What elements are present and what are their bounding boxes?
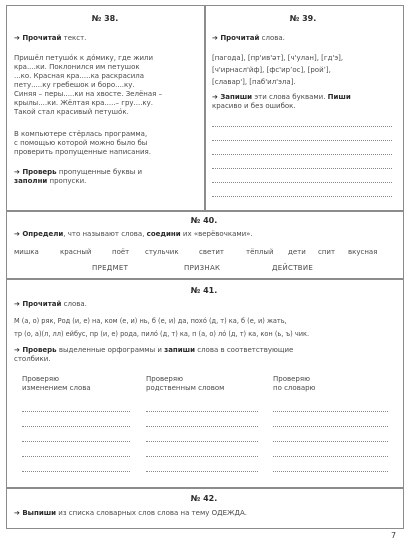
answer-line[interactable]: [273, 456, 388, 457]
answer-line[interactable]: [212, 140, 392, 141]
word-item[interactable]: дети: [288, 248, 306, 256]
task-text: текст.: [61, 34, 87, 42]
answer-line[interactable]: [146, 441, 258, 442]
task-text: слова.: [61, 300, 87, 308]
word-item[interactable]: спит: [318, 248, 336, 256]
answer-line[interactable]: [146, 411, 258, 412]
word-item[interactable]: светит: [199, 248, 224, 256]
task-text: из списка словарных слов слова на тему ОДЕЖДА.: [56, 509, 248, 517]
exercise-42-task: [14, 509, 247, 518]
exercise-39-task-write: [212, 93, 351, 102]
column-header-line: Проверяю: [273, 375, 310, 383]
arrow-icon: ➔: [14, 346, 23, 354]
answer-line[interactable]: [212, 126, 392, 127]
task-text: эти слова буквами.: [252, 93, 328, 101]
task-text: выделенные орфограммы и: [56, 346, 165, 354]
exercise-38-task-read: [14, 34, 86, 43]
column-header-change: [22, 375, 91, 393]
category-item[interactable]: ПРЕДМЕТ: [92, 264, 129, 272]
task-text: пропущенные буквы и: [56, 168, 143, 176]
task-verb: запиши: [164, 346, 195, 354]
answer-line[interactable]: [22, 426, 130, 427]
answer-line[interactable]: [146, 426, 258, 427]
answer-line[interactable]: [146, 456, 258, 457]
task-verb: Проверь: [22, 168, 57, 176]
column-header-related: [146, 375, 224, 393]
answer-line[interactable]: [273, 426, 388, 427]
task-text: слова в соответствующие: [195, 346, 294, 354]
story-line: Такой стал красивый петушо́к.: [14, 108, 129, 116]
category-item[interactable]: ДЕЙСТВИЕ: [272, 264, 314, 272]
exercise-38-task-check: [14, 168, 142, 177]
task-verb: Прочитай: [220, 34, 260, 42]
exercise-38-title: № 38.: [91, 14, 119, 23]
task-verb: Запиши: [220, 93, 253, 101]
task-text: , что называют слова,: [63, 230, 147, 238]
arrow-icon: ➔: [14, 509, 23, 517]
arrow-icon: ➔: [14, 34, 23, 42]
word-item[interactable]: мишка: [14, 248, 39, 256]
answer-line[interactable]: [212, 154, 392, 155]
story-line: крылы....ки. Жёлтая кра.....– гру....ку.: [14, 99, 154, 107]
column-header-line: по словарю: [273, 384, 316, 392]
column-header-line: родственным словом: [146, 384, 225, 392]
arrow-icon: ➔: [212, 34, 221, 42]
story-line: Пришёл петушо́к к до́мику, где жили: [14, 54, 154, 62]
note-line: с помощью которой можно было бы: [14, 139, 148, 147]
transcription-line: [ч'ирнасл'йф], [фс'ирʼос], [ройʼ],: [212, 66, 331, 74]
word-list-line: М (а, о) ряк, Род (и, е) на, ком (е, и) нь, б (е, и) да, похо́ (д, т) ка, б (е, и) жать,: [14, 317, 287, 325]
word-list-line: тр (о, а)(л, лл) ейбус, пр (и, е) рода, пило́ (д, т) ка, п (а, о) ло́ (д, т) ка, кон (ь, ъ) чик.: [14, 330, 310, 338]
exercise-40-task: [14, 230, 253, 239]
task-verb: Выпиши: [22, 509, 57, 517]
task-verb: Пиши: [327, 93, 351, 101]
word-item[interactable]: стульчик: [145, 248, 179, 256]
answer-line[interactable]: [273, 471, 388, 472]
transcription-line: [славар'], [паб'ил'эла].: [212, 78, 296, 86]
exercise-41-task-check-line2: столбики.: [14, 355, 51, 363]
task-verb: Прочитай: [22, 300, 62, 308]
exercise-40-title: № 40.: [190, 216, 218, 225]
task-verb: Прочитай: [22, 34, 62, 42]
answer-line[interactable]: [146, 471, 258, 472]
word-item[interactable]: красный: [60, 248, 92, 256]
exercise-39-task-write-line2: красиво и без ошибок.: [212, 102, 296, 110]
answer-line[interactable]: [22, 411, 130, 412]
story-line: кра....ки. Поклонился им петушок: [14, 63, 140, 71]
task-text: их «верёвочками».: [180, 230, 253, 238]
arrow-icon: ➔: [14, 230, 23, 238]
task-text: слова.: [259, 34, 285, 42]
column-header-line: изменением слова: [22, 384, 91, 392]
page-number: 7: [391, 531, 397, 540]
exercise-39-title: № 39.: [289, 14, 317, 23]
transcription-line: [пагода], [пр'ив'ǝт], [ч'улан], [гд'э],: [212, 54, 344, 62]
note-line: проверить пропущенные написания.: [14, 148, 151, 156]
exercise-41-task-check: [14, 346, 293, 355]
word-item[interactable]: тёплый: [246, 248, 274, 256]
exercise-39-task-read: [212, 34, 285, 43]
answer-line[interactable]: [22, 441, 130, 442]
exercise-38-task-check-line2: [14, 177, 86, 186]
exercise-42-title: № 42.: [190, 494, 218, 503]
story-line: Синяя – перы.....ки на хвосте. Зелёная –: [14, 90, 163, 98]
arrow-icon: ➔: [14, 168, 23, 176]
answer-line[interactable]: [273, 411, 388, 412]
answer-line[interactable]: [22, 456, 130, 457]
answer-line[interactable]: [212, 168, 392, 169]
word-item[interactable]: вкусная: [348, 248, 378, 256]
exercise-41-task-read: [14, 300, 87, 309]
arrow-icon: ➔: [14, 300, 23, 308]
arrow-icon: ➔: [212, 93, 221, 101]
note-line: В компьютере стёрлась программа,: [14, 130, 148, 138]
task-verb: Определи: [22, 230, 64, 238]
story-line: ...ко. Красная кра.....ка раскрасила: [14, 72, 145, 80]
column-header-line: Проверяю: [22, 375, 59, 383]
exercise-41-title: № 41.: [190, 286, 218, 295]
column-header-dictionary: [273, 375, 315, 393]
story-line: пету.....ку гребешок и боро....ку.: [14, 81, 135, 89]
answer-line[interactable]: [212, 182, 392, 183]
category-item[interactable]: ПРИЗНАК: [184, 264, 221, 272]
answer-line[interactable]: [212, 196, 392, 197]
answer-line[interactable]: [22, 471, 130, 472]
answer-line[interactable]: [273, 441, 388, 442]
task-text: пропуски.: [47, 177, 87, 185]
column-header-line: Проверяю: [146, 375, 183, 383]
task-verb: заполни: [14, 177, 48, 185]
task-verb: соедини: [146, 230, 181, 238]
word-item[interactable]: поёт: [112, 248, 130, 256]
task-verb: Проверь: [22, 346, 57, 354]
